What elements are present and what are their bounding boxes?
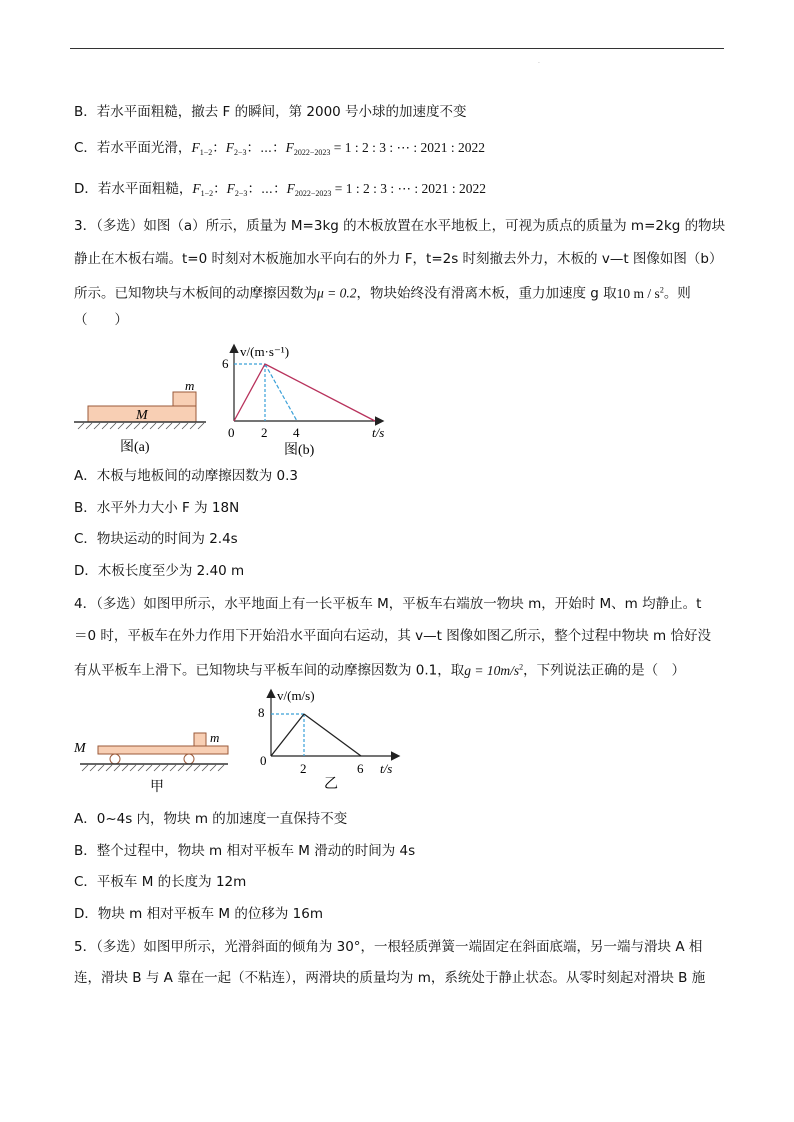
cart-M <box>98 746 228 754</box>
caption-yi: 乙 <box>324 777 338 792</box>
y-tick-6: 6 <box>222 356 229 371</box>
q4-g-value: $g = 10m/s^2$ <box>464 662 524 678</box>
y-label: v/(m/s) <box>277 688 315 703</box>
block-m <box>194 733 206 746</box>
wheel-right <box>184 754 194 764</box>
x-label: t/s <box>380 761 393 776</box>
q3-line-1: 3．（多选）如图（a）所示，质量为 M=3kg 的木板放置在水平地板上，可视为质点的质量为 m=2kg 的物块 <box>74 218 726 234</box>
q4-option-c: C．平板车 M 的长度为 12m <box>74 874 247 890</box>
q2-option-d <box>74 180 486 203</box>
q3-option-c: C．物块运动的时间为 2.4s <box>74 531 238 547</box>
caption-a: 图(a) <box>120 440 150 455</box>
q3-figure-b <box>222 342 397 462</box>
label-m: m <box>210 730 220 745</box>
q4-figure-yi <box>256 687 406 792</box>
q2-option-c-formula: $F_{1-2}$：$F_{2-3}$：⋯：$F_{2022-2023} = 1$ : 2 : 3 : ⋯ : 2021 : 2022 <box>191 140 486 157</box>
q3-option-b: B．水平外力大小 F 为 18N <box>74 500 240 516</box>
q3-option-d: D．木板长度至少为 2.40 m <box>74 563 245 579</box>
q3-line-4: （ ） <box>74 312 128 328</box>
q5-line-1: 5．（多选）如图甲所示，光滑斜面的倾角为 30°，一根轻质弹簧一端固定在斜面底端，另一端与滑块 A 相 <box>74 939 703 955</box>
x-tick-4: 4 <box>293 425 300 440</box>
q4-option-d: D．物块 m 相对平板车 M 的位移为 16m <box>74 906 323 922</box>
y-tick-8: 8 <box>258 705 265 720</box>
q2-option-c <box>74 139 485 162</box>
y-label: v/(m·s⁻¹) <box>240 344 290 359</box>
q4-option-a: A．0~4s 内，物块 m 的加速度一直保持不变 <box>74 811 348 827</box>
x-tick-0: 0 <box>228 425 235 440</box>
header-dot: . <box>538 58 540 65</box>
wheel-left <box>110 754 120 764</box>
block-m <box>173 392 196 406</box>
q4-line-2: ＝0 时，平板车在外力作用下开始沿水平面向右运动，其 v—t 图像如图乙所示，整个过程中物块 m 恰好没 <box>74 628 711 644</box>
ground-hatch <box>78 423 204 429</box>
caption-jia: 甲 <box>150 780 164 795</box>
label-M: M <box>136 408 148 423</box>
q5-line-2: 连，滑块 B 与 A 靠在一起（不粘连），两滑块的质量均为 m，系统处于静止状态。从零时刻起对滑块 B 施 <box>74 970 706 986</box>
q3-g-value: 10 m / $s^2$ <box>616 285 664 301</box>
accel-line <box>271 714 304 756</box>
q4-line-3: 有从平板车上滑下。已知物块与平板车间的动摩擦因数为 0.1，取$g = 10m/s^2$，下列说法正确的是（ ） <box>74 662 686 679</box>
q2-option-b: B．若水平面粗糙，撤去 F 的瞬间，第 2000 号小球的加速度不变 <box>74 104 467 120</box>
q3-line-3: 所示。已知物块与木板间的动摩擦因数为μ = 0.2，物块始终没有滑离木板，重力加速度 g 取10 m / $s^2$。则 <box>74 285 691 302</box>
label-M: M <box>74 741 86 756</box>
q4-option-b: B．整个过程中，物块 m 相对平板车 M 滑动的时间为 4s <box>74 843 416 859</box>
q4-figure-jia <box>70 725 235 795</box>
q3-mu: μ = 0.2 <box>317 285 357 301</box>
origin-0: 0 <box>260 753 267 768</box>
caption-b: 图(b) <box>284 443 315 458</box>
q2-option-d-prefix: D．若水平面粗糙， <box>74 181 193 197</box>
x-tick-6: 6 <box>357 761 364 776</box>
q3-figure-a <box>70 375 210 457</box>
header-rule <box>70 48 724 49</box>
q4-line-1: 4．（多选）如图甲所示，水平地面上有一长平板车 M，平板车右端放一物块 m，开始时 M、m 均静止。t <box>74 596 702 612</box>
x-tick-2: 2 <box>300 761 307 776</box>
x-tick-2: 2 <box>261 425 268 440</box>
label-m: m <box>185 378 195 393</box>
q2-option-d-formula: $F_{1-2}$：$F_{2-3}$：⋯：$F_{2022-2023} = 1$ : 2 : 3 : ⋯ : 2021 : 2022 <box>192 181 486 198</box>
board-accel-line <box>234 364 265 421</box>
q3-line-2: 静止在木板右端。t=0 时刻对木板施加水平向右的外力 F，t=2s 时刻撤去外力，木板的 v—t 图像如图（b） <box>74 251 723 267</box>
decel-line <box>304 714 361 756</box>
q3-option-a: A．木板与地板间的动摩擦因数为 0.3 <box>74 468 298 484</box>
x-label: t/s <box>372 425 385 440</box>
ground-hatch <box>82 765 224 771</box>
q2-option-c-prefix: C．若水平面光滑， <box>74 140 192 156</box>
